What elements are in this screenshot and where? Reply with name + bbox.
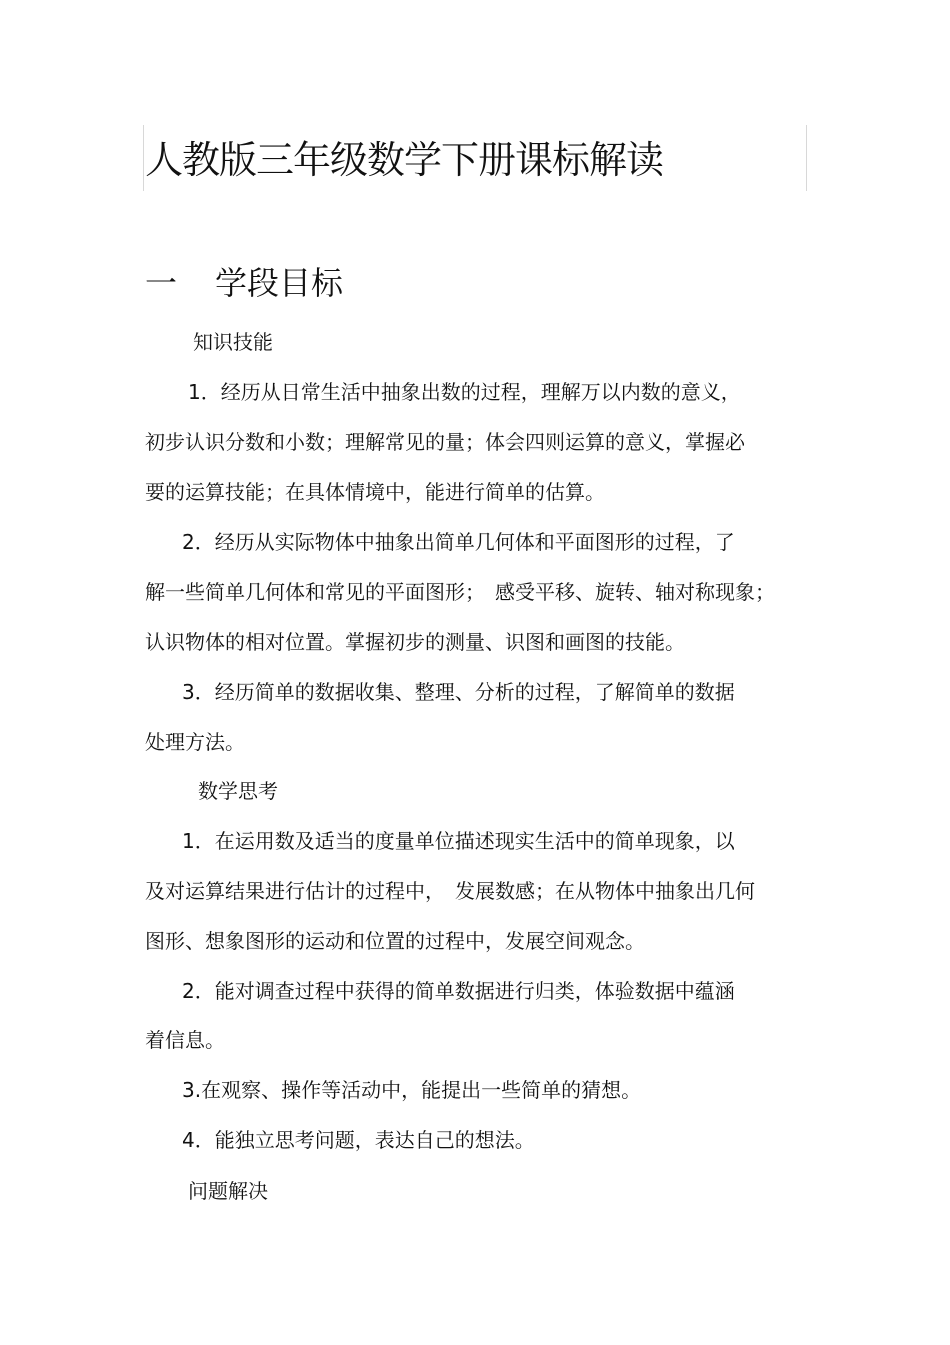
subheading-problem-solving: 问题解决	[188, 1179, 268, 1203]
paragraph-line: 着信息。	[145, 1028, 225, 1052]
paragraph-line: 及对运算结果进行估计的过程中， 发展数感；在从物体中抽象出几何	[145, 879, 755, 903]
section-heading	[145, 258, 343, 308]
paragraph-line: 3．经历简单的数据收集、整理、分析的过程，了解简单的数据	[182, 680, 735, 704]
paragraph-line: 要的运算技能；在具体情境中，能进行简单的估算。	[145, 480, 605, 504]
paragraph-line: 4．能独立思考问题，表达自己的想法。	[182, 1128, 535, 1152]
paragraph-line: 1．经历从日常生活中抽象出数的过程，理解万以内数的意义，	[188, 380, 741, 404]
paragraph-line: 2．能对调查过程中获得的简单数据进行归类，体验数据中蕴涵	[182, 979, 735, 1003]
paragraph-line: 3.在观察、操作等活动中，能提出一些简单的猜想。	[182, 1078, 642, 1102]
paragraph-line: 处理方法。	[145, 730, 245, 754]
paragraph-line: 图形、想象图形的运动和位置的过程中，发展空间观念。	[145, 929, 645, 953]
paragraph-line: 1．在运用数及适当的度量单位描述现实生活中的简单现象，以	[182, 829, 735, 853]
subheading-knowledge-skills: 知识技能	[193, 330, 273, 354]
section-label: 学段目标	[215, 264, 344, 302]
document-title: 人教版三年级数学下册课标解读	[145, 138, 664, 182]
paragraph-line: 2．经历从实际物体中抽象出简单几何体和平面图形的过程，了	[182, 530, 735, 554]
title-right-rule	[806, 125, 807, 191]
title-left-rule	[143, 125, 144, 191]
paragraph-line: 认识物体的相对位置。掌握初步的测量、识图和画图的技能。	[145, 630, 685, 654]
paragraph-line: 初步认识分数和小数；理解常见的量；体会四则运算的意义，掌握必	[145, 430, 745, 454]
subheading-math-thinking: 数学思考	[198, 779, 278, 803]
paragraph-line: 解一些简单几何体和常见的平面图形； 感受平移、旋转、轴对称现象；	[145, 580, 775, 604]
section-number: 一	[145, 264, 178, 302]
